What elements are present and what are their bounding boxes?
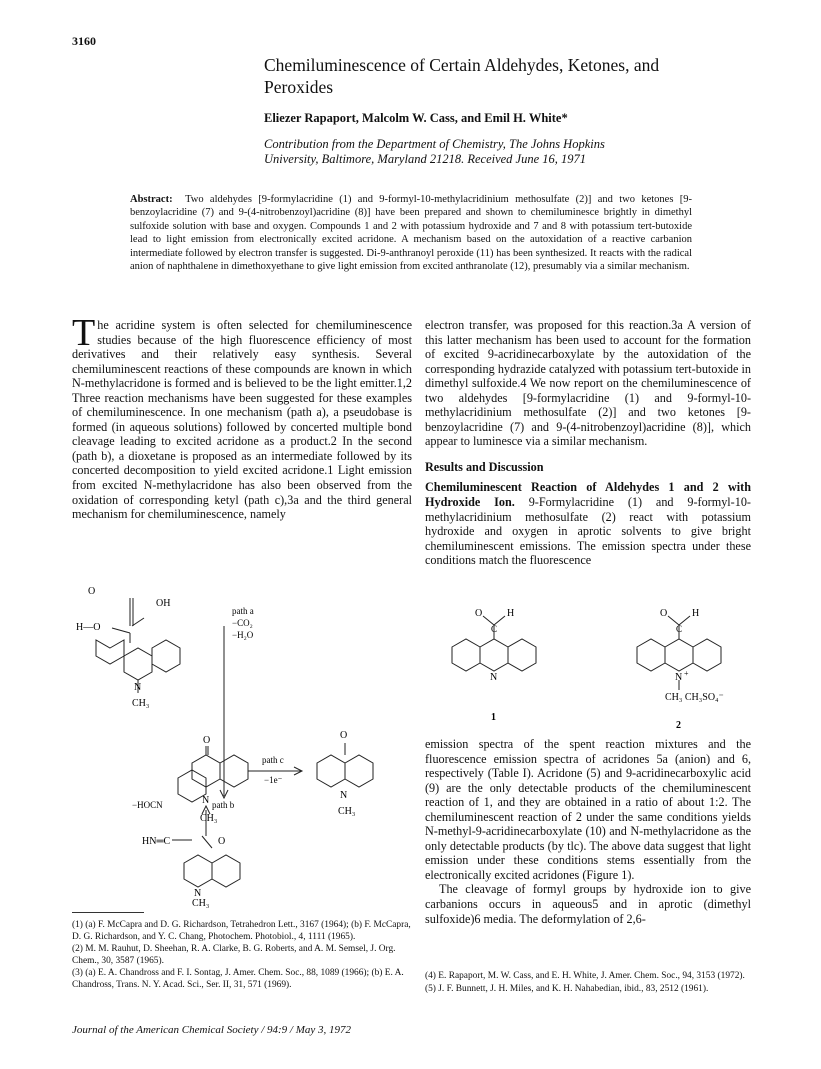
struct1-o: O	[475, 608, 483, 619]
reaction-scheme	[72, 578, 412, 908]
svg-text:O: O	[88, 586, 96, 597]
scheme-o4: O	[218, 836, 226, 847]
scheme-hn: HN═C	[142, 836, 171, 847]
abstract-label: Abstract:	[130, 194, 173, 205]
abstract	[130, 193, 692, 273]
subheading: Chemiluminescent Reaction of Aldehydes 1 and 2 with Hydroxide Ion.	[425, 480, 751, 510]
minus-co2-label: −CO₂	[232, 618, 253, 628]
scheme-o2: O	[203, 735, 211, 746]
struct1-c: C	[491, 624, 498, 634]
struct1-h: H	[507, 608, 515, 619]
scheme-h-o: H—O	[76, 622, 101, 633]
minus-h2o-label: −H₂O	[232, 630, 254, 640]
footnotes-left	[72, 920, 412, 993]
struct2-o: O	[660, 608, 668, 619]
authors: Eliezer Rapaport, Malcolm W. Cass, and Emil H. White*	[264, 111, 568, 125]
scheme-ch3-3: CH₃	[338, 806, 356, 817]
minus-e-label: −1e⁻	[264, 775, 283, 785]
scheme-ch3-4: CH₃	[192, 898, 210, 908]
right-paragraph-4: The cleavage of formyl groups by hydroxide ion to give carbanions occurs in aqueous5 and in aprotic (dimethyl sulfoxide)6 media. The deformylation of 2,6-	[425, 882, 751, 926]
compound-label-2: 2	[676, 720, 681, 731]
structures-1-2	[425, 600, 751, 735]
footnote-3: (3) (a) E. A. Chandross and F. I. Sontag, J. Amer. Chem. Soc., 88, 1089 (1966); (b) E. A. Chandross, Trans. N. Y. Acad. Sci., Ser. II, 31, 571 (1969).	[72, 968, 404, 990]
right-paragraph-3: emission spectra of the spent reaction mixtures and the fluorescence emission spectra of acridones 5a (anion) and 6, respectively (Table I). Acridone (5) and 9-acridinecarboxylic acid (9) are the only detectable products of the chemiluminescent reaction of 1, and they are obtained in a ratio of about 1:2. The chemiluminescent reaction of 2 under the same conditions yields N-methyl-9-acridinecarboxylate (10) and N-methylacridone as the only detectable products (by tlc). The above data suggest that light emission under these conditions stems essentially from the electronically excited acridones (Figure 1).	[425, 737, 751, 882]
scheme-oh: OH	[156, 598, 171, 609]
scheme-ch3-1: CH₃	[132, 698, 150, 709]
minus-hocn-label: −HOCN	[132, 800, 163, 810]
scheme-n2: N	[202, 795, 210, 806]
footnotes-right	[425, 971, 751, 996]
section-heading: Results and Discussion	[425, 459, 544, 474]
struct2-h: H	[692, 608, 700, 619]
affiliation-line-2: University, Baltimore, Maryland 21218. Received June 16, 1971	[264, 152, 587, 166]
right-paragraph-1: electron transfer, was proposed for this reaction.3a A version of this latter mechanism has been used to account for the formation of excited 9-acridinecarboxylate by the autoxidation of the corresponding hydrazide catalyzed with potassium tert-butoxide in dimethyl sulfoxide.4 We now report on the chemiluminescence of two aldehydes [9-formylacridine (1) and 9-formyl-10-methylacridinium methosulfate (2)] and two ketones [9-benzoylacridine (7) and 9-(4-nitrobenzoyl)acridine (8)], which appear to luminesce via a similar mechanism.	[425, 318, 751, 449]
scheme-ch3-2: CH₃	[200, 813, 218, 824]
scheme-o3: O	[340, 730, 348, 741]
page-number: 3160	[72, 34, 96, 48]
footnote-rule	[72, 912, 144, 913]
abstract-text: Two aldehydes [9-formylacridine (1) and 9-formyl-10-methylacridinium methosulfate (2)] and two ketones [9-benzoylacridine (7) and 9-(4-nitrobenzoyl)acridine (8)] have been prepared and shown to chemiluminesce brightly in dimethyl sulfoxide solution with base and oxygen. Compounds 1 and 2 with potassium hydroxide and 7 and 8 with potassium tert-butoxide lead to light emission from electronically excited acridone. A mechanism based on the autoxidation of a reactive carbanion intermediate followed by electron transfer is suggested. Di-9-anthranoyl peroxide (11) has been synthesized. It reacts with the radical anion of naphthalene in dimethoxyethane to give light emission from excited anthranolate (12), presumably via a similar mechanism.	[130, 194, 693, 273]
affiliation-line-1: Contribution from the Department of Chemistry, The Johns Hopkins	[264, 137, 605, 151]
scheme-n1: N	[134, 682, 142, 693]
right-paragraph-2	[425, 480, 751, 567]
struct2-c: C	[676, 624, 683, 634]
struct2-n: N	[675, 672, 683, 683]
intro-paragraph: he acridine system is often selected for chemiluminescence studies because of the high fluorescence efficiency of most derivatives and their relatively easy synthesis. Several chemiluminescent reactions of these compounds are known in which N-methylacridone is formed and is believed to be the light emitter.1,2 Three reaction mechanisms have been suggested for these examples of chemiluminescence. In one mechanism (path a), a pseudobase is formed (in aqueous solutions) followed by concerted multiple bond cleavage leading to excited acridone as a product.2 In the second (path b), a dioxetane is proposed as an intermediate followed by its concerted decomposition to yield excited acridone.1 Light emission from excited N-methylacridone has also been observed from the oxidation of corresponding ketyl (path c),3a and the third general mechanism for chemiluminescence, namely	[72, 318, 412, 522]
struct2-plus: +	[684, 669, 689, 678]
footnote-2: (2) M. M. Rauhut, D. Sheehan, R. A. Clarke, B. G. Roberts, and A. M. Semsel, J. Org. Chem., 30, 3587 (1965).	[72, 944, 396, 966]
footnote-4: (4) E. Rapaport, M. W. Cass, and E. H. White, J. Amer. Chem. Soc., 94, 3153 (1972).	[425, 971, 745, 981]
footnote-5: (5) J. F. Bunnett, J. H. Miles, and K. H. Nahabedian, ibid., 83, 2512 (1961).	[425, 983, 709, 994]
right-column	[425, 318, 751, 568]
path-c-label: path c	[262, 755, 284, 765]
struct2-counterion: CH₃ CH₃SO₄⁻	[665, 692, 724, 703]
affiliation	[264, 137, 684, 167]
journal-footer: Journal of the American Chemical Society / 94:9 / May 3, 1972	[72, 1024, 352, 1036]
path-a-label: path a	[232, 606, 254, 616]
article-title: Chemiluminescence of Certain Aldehydes, Ketones, and Peroxides	[264, 55, 660, 97]
footnote-1: (1) (a) F. McCapra and D. G. Richardson, Tetrahedron Lett., 3167 (1964); (b) F. McCapra, D. G. Richardson, and Y. C. Chang, Photochem. Photobiol., 4, 1111 (1965).	[72, 920, 411, 942]
struct1-n: N	[490, 672, 498, 683]
scheme-n3: N	[340, 790, 348, 801]
path-b-label: path b	[212, 800, 235, 810]
drop-cap: T	[72, 312, 96, 354]
right-column-lower	[425, 737, 751, 926]
scheme-n4: N	[194, 888, 202, 899]
right-paragraph-2-text: 9-Formylacridine (1) and 9-formyl-10-methylacridinium methosulfate (2) react with potassium hydroxide and oxygen in aprotic solvents to give bright chemiluminescent emissions. The emission spectra under these conditions match the fluorescence	[425, 495, 751, 568]
compound-label-1: 1	[491, 712, 496, 723]
left-column	[72, 312, 412, 522]
